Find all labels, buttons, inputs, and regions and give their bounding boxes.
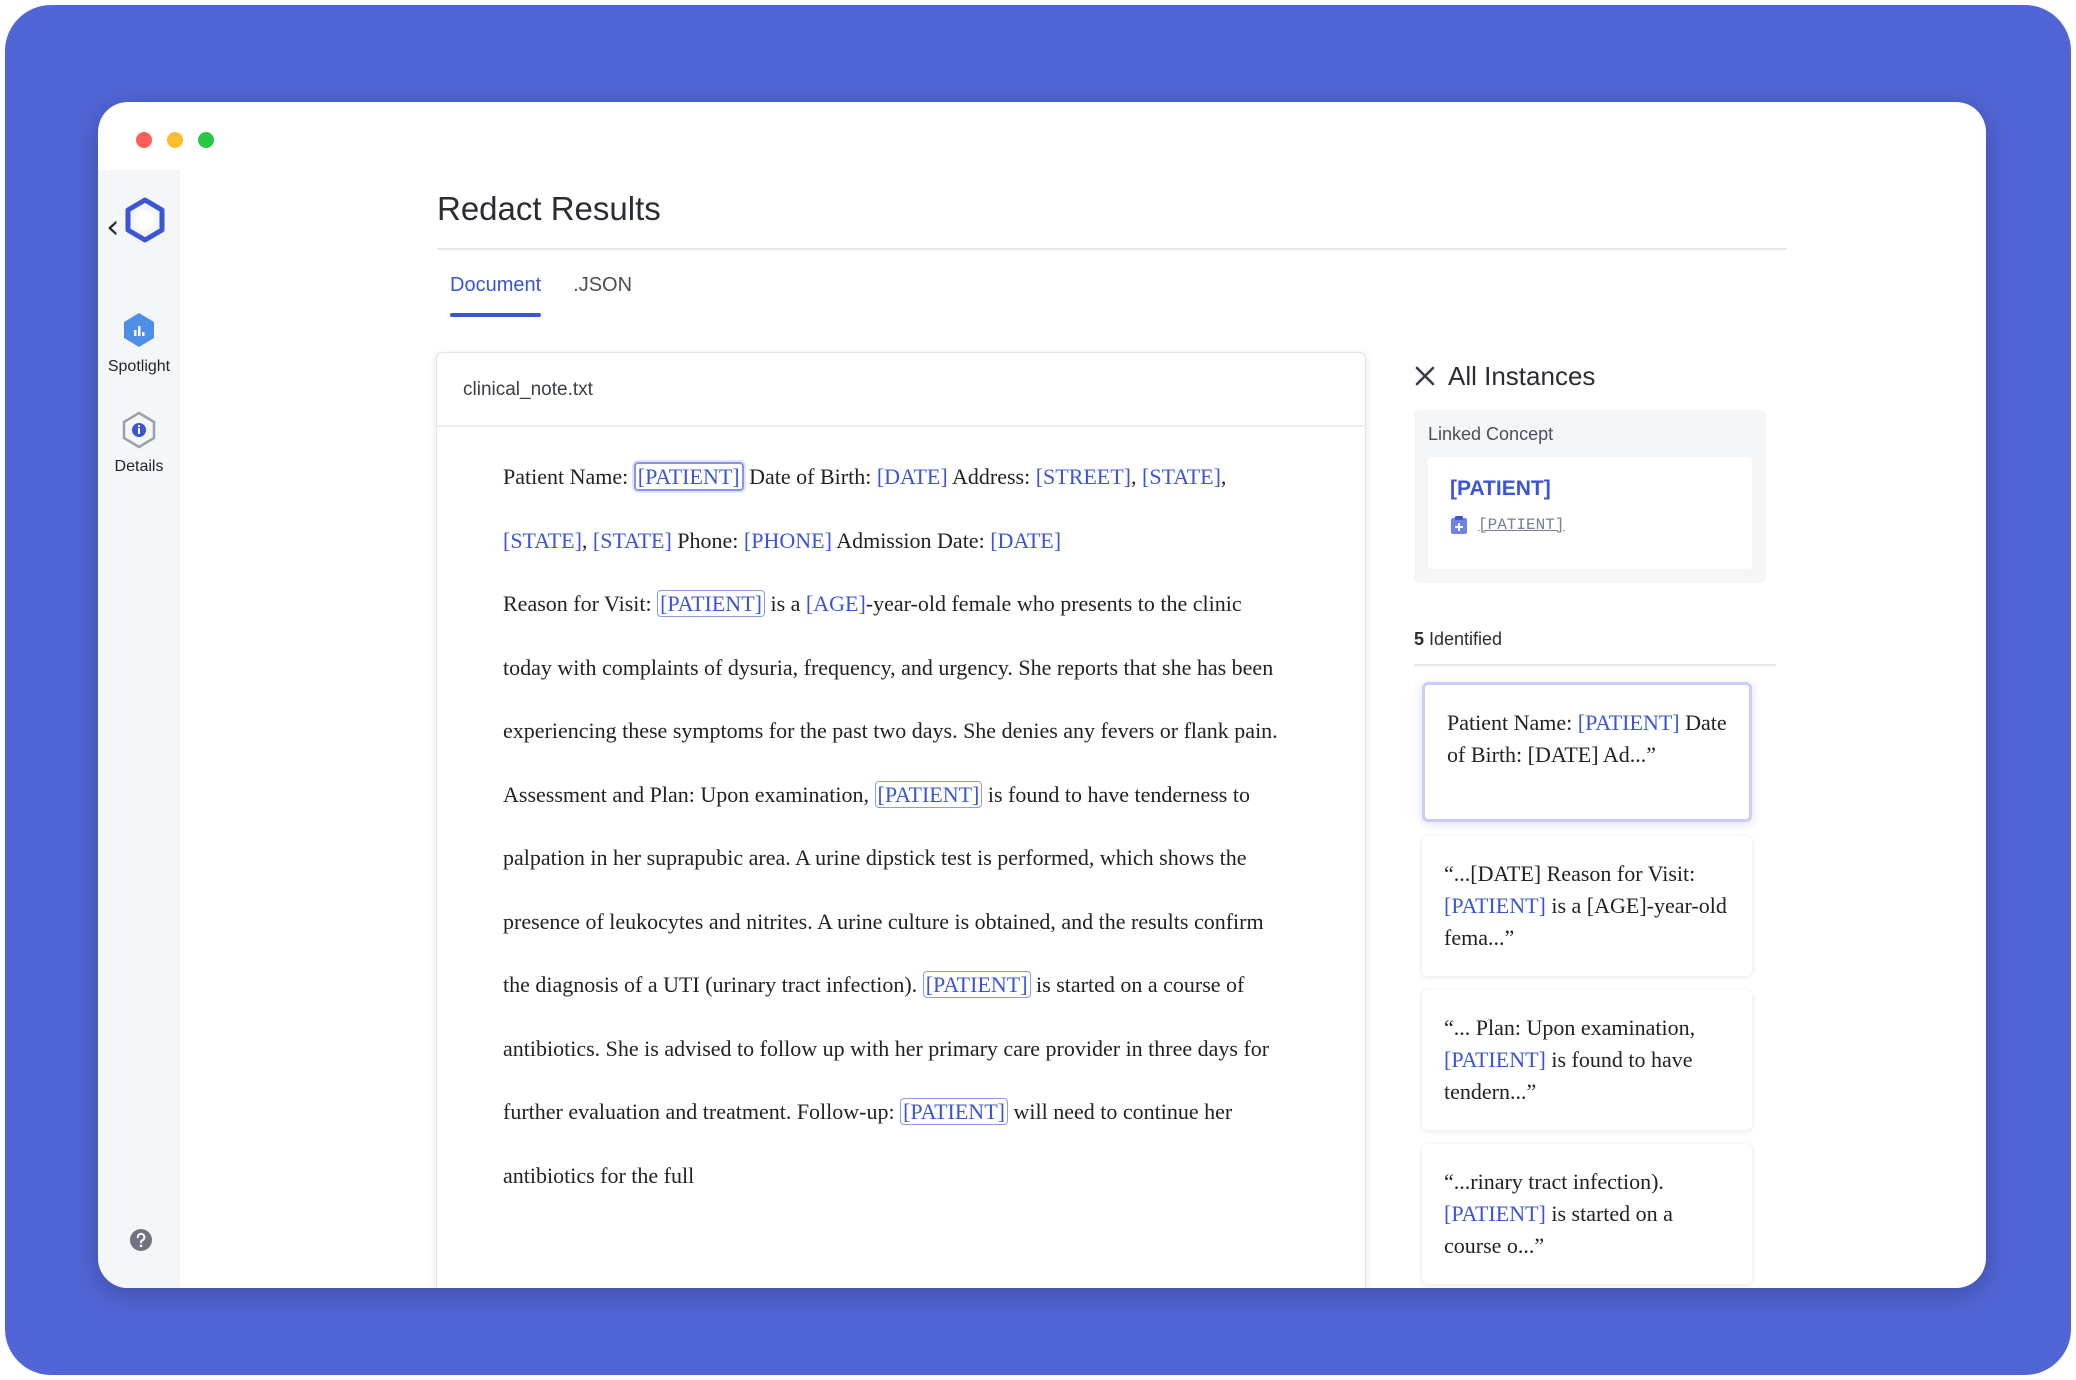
instance-snippet[interactable] — [1422, 1144, 1752, 1284]
linked-concept-ref-text: [PATIENT] — [1478, 516, 1565, 534]
help-icon[interactable] — [129, 1228, 153, 1252]
sidebar-item-details[interactable] — [98, 410, 180, 476]
sidebar-item-label: Details — [114, 458, 164, 475]
instances-title: All Instances — [1448, 360, 1596, 391]
details-info-icon — [119, 410, 159, 450]
collapse-sidebar-chevron-icon[interactable]: ‹ — [106, 207, 120, 247]
snippet-tag: [PATIENT] — [1444, 1047, 1546, 1072]
identified-count — [1414, 629, 1776, 666]
text-segment: , — [1131, 464, 1137, 489]
snippet-text: is found to have tendern...” — [1444, 1047, 1693, 1104]
text-segment: , — [581, 527, 593, 553]
snippet-tag: [PATIENT] — [1444, 1201, 1546, 1226]
sidebar-item-label: Spotlight — [107, 358, 171, 375]
identified-label: Identified — [1424, 629, 1503, 649]
linked-concept-reference[interactable] — [1450, 515, 1730, 535]
instances-panel — [1414, 352, 1776, 1288]
snippet-text: “...[DATE] Reason for Visit: — [1444, 861, 1696, 886]
spotlight-icon — [119, 310, 159, 350]
snippet-text: is started on a course o...” — [1444, 1201, 1673, 1258]
instance-list — [1414, 682, 1776, 1284]
state-tag[interactable]: [STATE] — [1142, 464, 1221, 489]
snippet-tag: [PATIENT] — [1577, 710, 1680, 735]
instance-snippet[interactable] — [1422, 836, 1752, 976]
snippet-text: “...rinary tract infection). — [1444, 1169, 1664, 1194]
snippet-text: Date of Birth: [DATE] Ad...” — [1447, 710, 1727, 767]
instance-snippet[interactable] — [1422, 682, 1752, 822]
close-icon[interactable] — [1414, 365, 1436, 387]
tab-json[interactable]: .JSON — [573, 274, 633, 296]
title-divider — [437, 248, 1787, 250]
date-tag[interactable]: [DATE] — [876, 464, 948, 489]
text-segment: will need to continue her antibiotics for the full — [503, 1099, 1233, 1188]
sidebar — [98, 170, 180, 1288]
zoom-window-button[interactable] — [198, 132, 214, 148]
state-tag[interactable]: [STATE] — [592, 527, 672, 553]
text-segment: is found to have tenderness to palpation in her suprapubic area. A urine dipstick test is performed, which shows the presence of leukocytes and nitrites. A urine culture is obtained, and the results confirm the diagnosis of a UTI (urinary tract infection). — [503, 781, 1264, 997]
minimize-window-button[interactable] — [167, 132, 183, 148]
snippet-text: is a [AGE]-year-old fema...” — [1444, 893, 1727, 950]
patient-tag[interactable]: [PATIENT] — [900, 1098, 1008, 1125]
identified-number: 5 — [1414, 629, 1425, 649]
background-frame — [5, 5, 2071, 1375]
text-segment: , — [1220, 464, 1227, 489]
clipboard-icon — [1450, 515, 1468, 535]
snippet-text: “... Plan: Upon examination, — [1444, 1015, 1696, 1040]
document-panel — [436, 352, 1366, 1288]
text-segment: Date of Birth: — [743, 464, 877, 489]
app-window — [98, 102, 1986, 1288]
instances-header — [1414, 360, 1776, 392]
linked-concept-label: Linked Concept — [1428, 424, 1554, 444]
street-tag[interactable]: [STREET] — [1035, 464, 1132, 489]
linked-concept-box — [1414, 410, 1766, 583]
app-logo-icon[interactable] — [122, 197, 168, 243]
age-tag[interactable]: [AGE] — [805, 591, 866, 616]
text-segment: Admission Date: — [831, 527, 991, 553]
patient-tag[interactable]: [PATIENT] — [923, 971, 1031, 998]
document-text — [437, 427, 1365, 1207]
page-title: Redact Results — [437, 190, 661, 227]
phone-tag[interactable]: [PHONE] — [743, 527, 832, 553]
text-segment: Patient Name: — [503, 464, 634, 489]
window-controls — [136, 132, 214, 148]
instance-snippet[interactable] — [1422, 990, 1752, 1130]
text-segment: Address: — [947, 464, 1036, 489]
text-segment: Reason for Visit: — [503, 591, 658, 616]
date-tag[interactable]: [DATE] — [990, 527, 1062, 553]
linked-concept-card[interactable] — [1428, 457, 1752, 569]
patient-tag[interactable]: [PATIENT] — [875, 781, 983, 808]
text-segment: -year-old female who presents to the clinic today with complaints of dysuria, frequency, and urgency. She reports that she has been experiencing these symptoms for the past two days. She denies any fevers or flank pain. Assessment and Plan: Upon examination, — [503, 591, 1278, 807]
linked-concept-name: [PATIENT] — [1450, 477, 1551, 500]
text-segment: Phone: — [671, 527, 744, 553]
snippet-tag: [PATIENT] — [1444, 893, 1546, 918]
close-window-button[interactable] — [136, 132, 152, 148]
text-segment: is a — [764, 591, 806, 616]
state-tag[interactable]: [STATE] — [503, 527, 582, 553]
result-tabs — [450, 274, 632, 317]
snippet-text: Patient Name: — [1447, 710, 1578, 735]
patient-tag[interactable]: [PATIENT] — [634, 462, 744, 491]
tab-document[interactable]: Document — [450, 274, 541, 317]
text-segment: is started on a course of antibiotics. She is advised to follow up with her primary care provider in three days for further evaluation and treatment. Follow-up: — [503, 972, 1270, 1124]
patient-tag[interactable]: [PATIENT] — [657, 590, 765, 617]
document-filename: clinical_note.txt — [437, 353, 1365, 427]
sidebar-item-spotlight[interactable] — [98, 310, 180, 376]
